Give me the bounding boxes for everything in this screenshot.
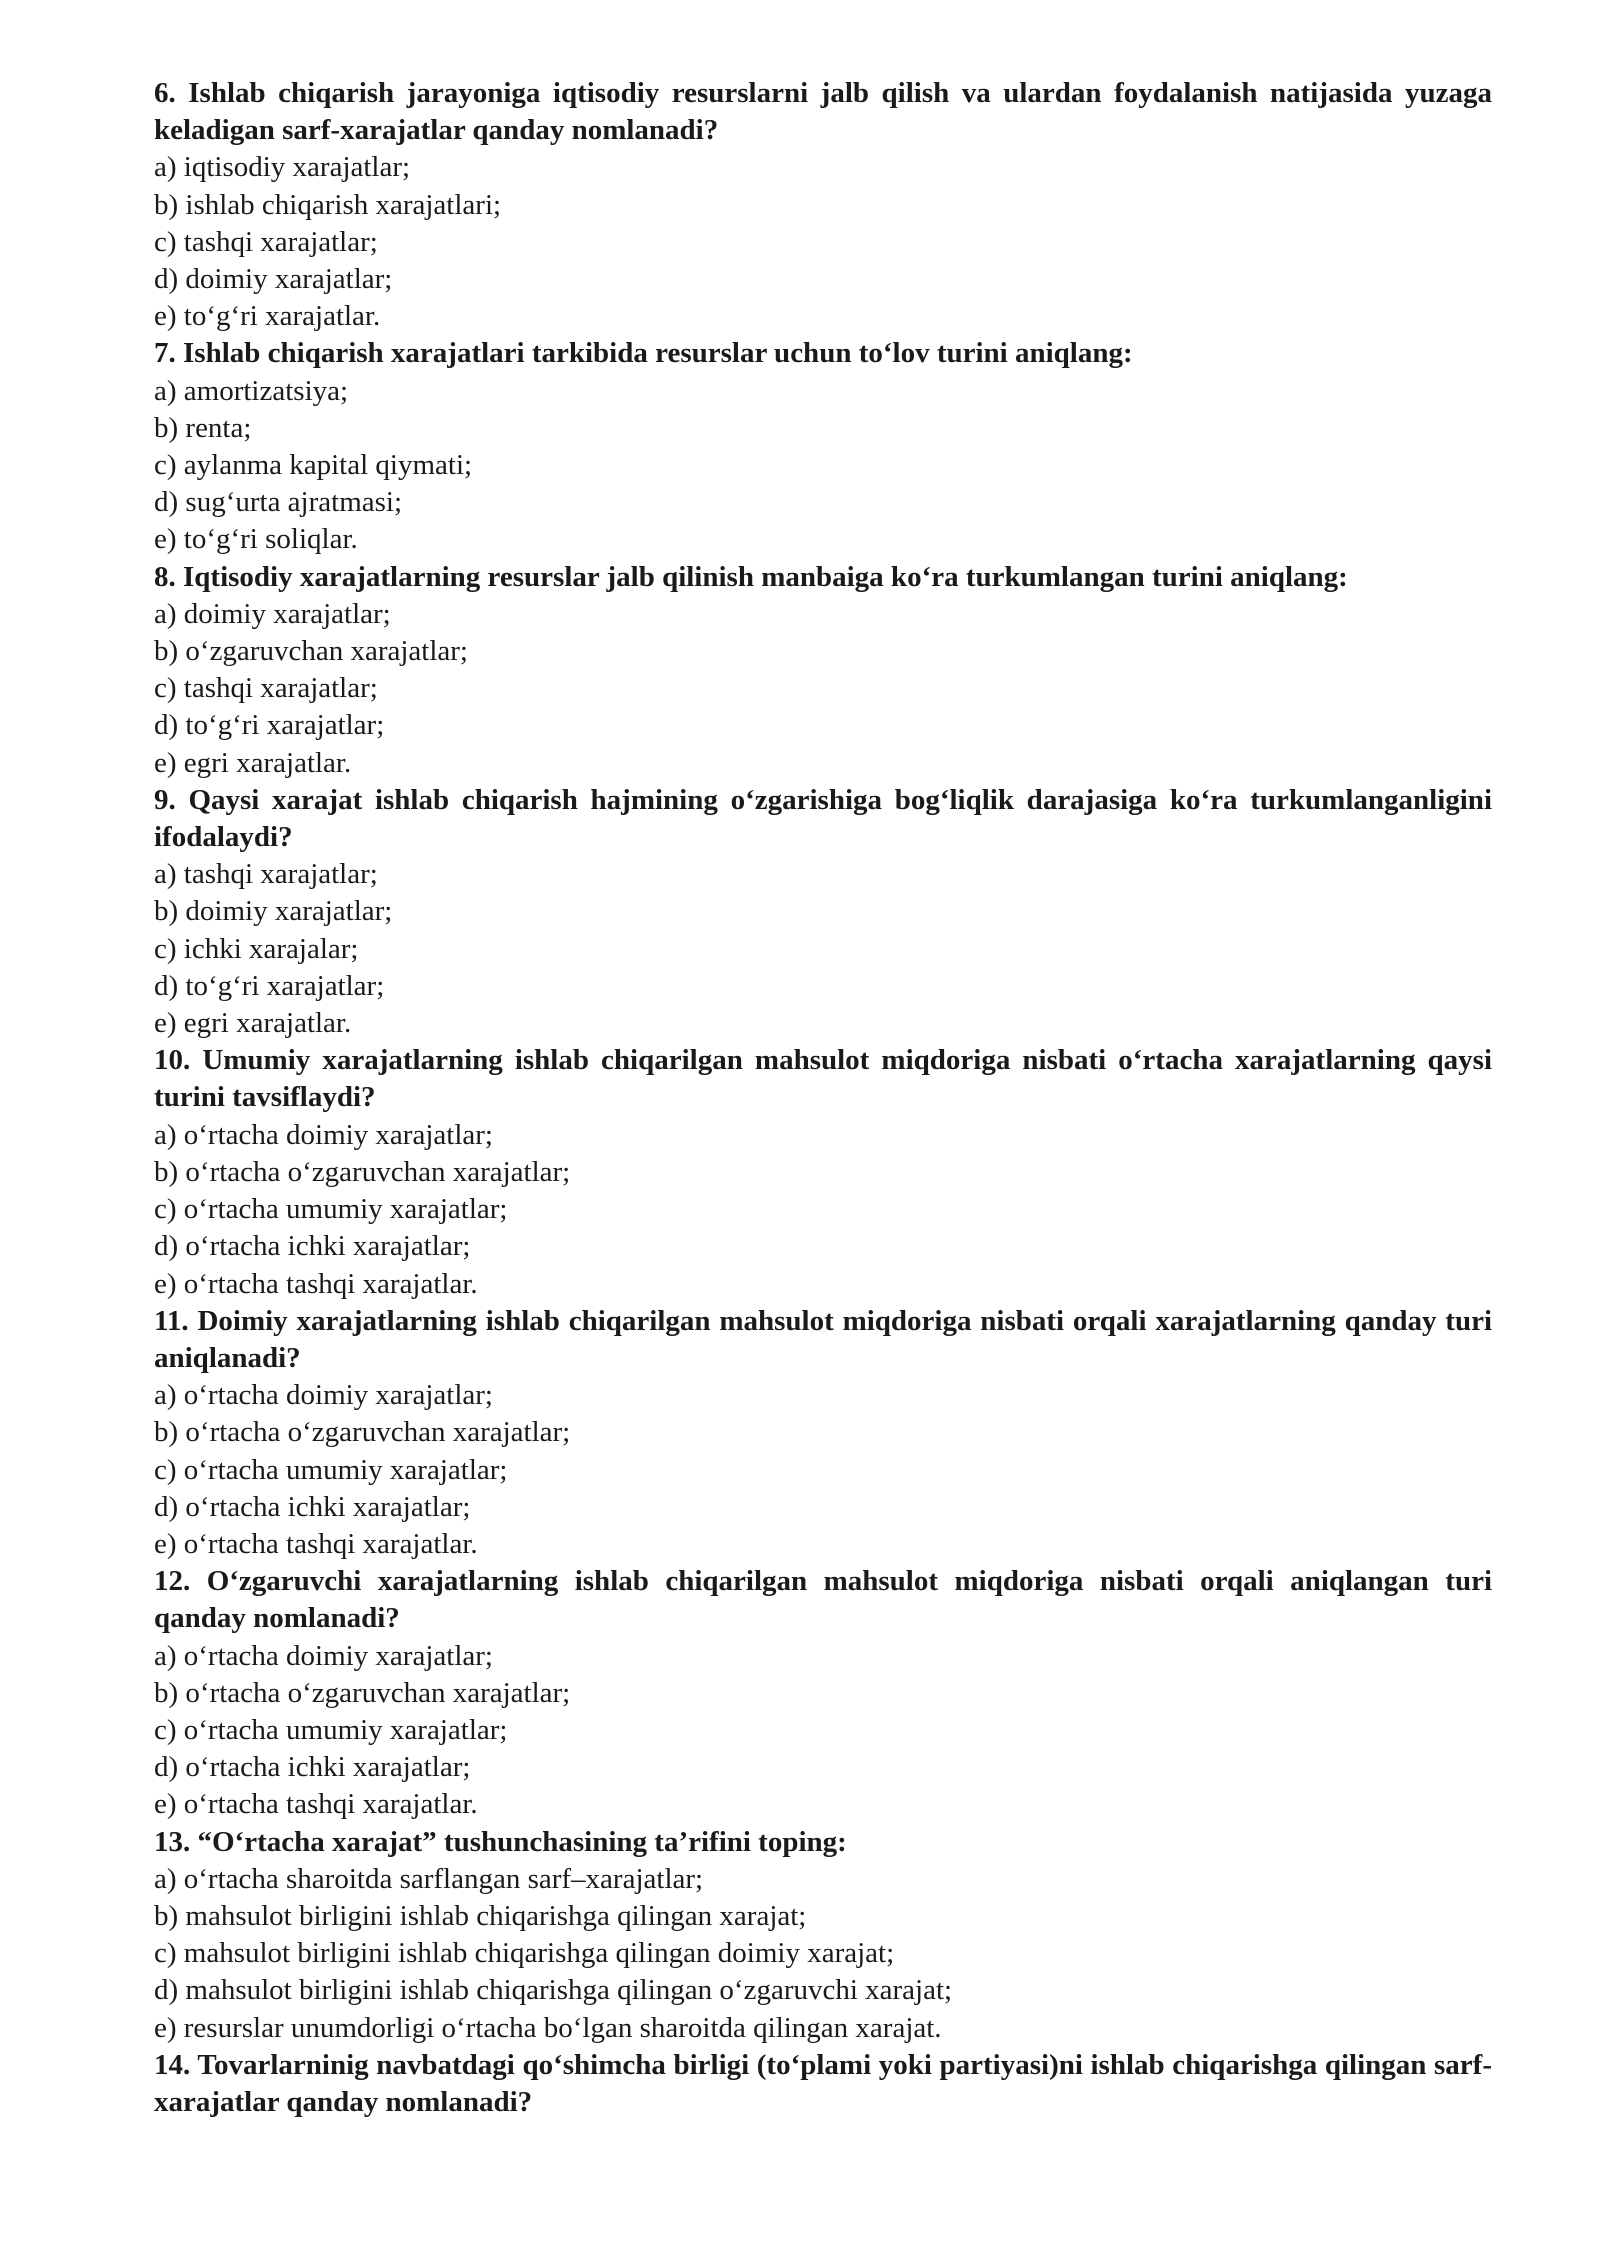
- answer-option: e) to‘g‘ri soliqlar.: [154, 523, 358, 556]
- document-page: [154, 75, 1492, 2121]
- answer-option: e) o‘rtacha tashqi xarajatlar.: [154, 1788, 478, 1821]
- answer-option: a) o‘rtacha doimiy xarajatlar;: [154, 1639, 493, 1672]
- answer-option: d) o‘rtacha ichki xarajatlar;: [154, 1230, 471, 1263]
- answer-option: b) o‘rtacha o‘zgaruvchan xarajatlar;: [154, 1155, 571, 1188]
- answer-option: b) o‘rtacha o‘zgaruvchan xarajatlar;: [154, 1416, 571, 1449]
- question-text: 7. Ishlab chiqarish xarajatlari tarkibida resurslar uchun to‘lov turini aniqlang:: [154, 337, 1133, 370]
- question-block: [154, 75, 1492, 335]
- answer-option: c) mahsulot birligini ishlab chiqarishga qilingan doimiy xarajat;: [154, 1937, 895, 1970]
- answer-option: c) aylanma kapital qiymati;: [154, 449, 473, 482]
- answer-option: e) egri xarajatlar.: [154, 746, 352, 779]
- answer-option: d) to‘g‘ri xarajatlar;: [154, 709, 385, 742]
- question-text: 11. Doimiy xarajatlarning ishlab chiqarilgan mahsulot miqdoriga nisbati orqali xarajatlarning qanday turi aniqlanadi?: [154, 1304, 1492, 1374]
- answer-option: c) o‘rtacha umumiy xarajatlar;: [154, 1453, 508, 1486]
- question-block: [154, 782, 1492, 1042]
- answer-option: d) mahsulot birligini ishlab chiqarishga qilingan o‘zgaruvchi xarajat;: [154, 1974, 953, 2007]
- answer-option: a) o‘rtacha sharoitda sarflangan sarf–xarajatlar;: [154, 1862, 704, 1895]
- question-text: 10. Umumiy xarajatlarning ishlab chiqarilgan mahsulot miqdoriga nisbati o‘rtacha xarajatlarning qaysi turini tavsiflaydi?: [154, 1044, 1492, 1114]
- answer-option: d) doimiy xarajatlar;: [154, 263, 393, 296]
- answer-option: c) tashqi xarajatlar;: [154, 672, 378, 705]
- answer-option: a) amortizatsiya;: [154, 374, 349, 407]
- answer-option: b) doimiy xarajatlar;: [154, 895, 393, 928]
- answer-option: d) o‘rtacha ichki xarajatlar;: [154, 1490, 471, 1523]
- answer-option: b) o‘rtacha o‘zgaruvchan xarajatlar;: [154, 1676, 571, 1709]
- answer-option: b) o‘zgaruvchan xarajatlar;: [154, 635, 468, 668]
- question-text: 9. Qaysi xarajat ishlab chiqarish hajmining o‘zgarishiga bog‘liqlik darajasiga ko‘ra turkumlanganligini ifodalaydi?: [154, 783, 1492, 854]
- answer-option: e) resurslar unumdorligi o‘rtacha bo‘lgan sharoitda qilingan xarajat.: [154, 2011, 942, 2044]
- answer-option: a) o‘rtacha doimiy xarajatlar;: [154, 1118, 493, 1151]
- question-block: [154, 559, 1492, 782]
- answer-option: c) ichki xarajalar;: [154, 932, 359, 965]
- answer-option: b) mahsulot birligini ishlab chiqarishga qilingan xarajat;: [154, 1899, 807, 1932]
- question-block: [154, 1303, 1492, 1563]
- question-text: 13. “O‘rtacha xarajat” tushunchasining ta’rifini toping:: [154, 1825, 847, 1858]
- question-block: [154, 1824, 1492, 2047]
- question-text: 12. O‘zgaruvchi xarajatlarning ishlab chiqarilgan mahsulot miqdoriga nisbati orqali aniqlangan turi qanday nomlanadi?: [154, 1565, 1492, 1635]
- answer-option: e) o‘rtacha tashqi xarajatlar.: [154, 1267, 478, 1300]
- question-block: [154, 2047, 1492, 2121]
- answer-option: e) to‘g‘ri xarajatlar.: [154, 300, 381, 333]
- answer-option: c) o‘rtacha umumiy xarajatlar;: [154, 1193, 508, 1226]
- answer-option: a) o‘rtacha doimiy xarajatlar;: [154, 1379, 493, 1412]
- question-text: 8. Iqtisodiy xarajatlarning resurslar jalb qilinish manbaiga ko‘ra turkumlangan turini aniqlang:: [154, 560, 1348, 593]
- question-block: [154, 335, 1492, 558]
- answer-option: c) o‘rtacha umumiy xarajatlar;: [154, 1713, 508, 1746]
- answer-option: d) sug‘urta ajratmasi;: [154, 486, 403, 519]
- answer-option: e) o‘rtacha tashqi xarajatlar.: [154, 1527, 478, 1560]
- answer-option: b) renta;: [154, 411, 252, 444]
- question-block: [154, 1563, 1492, 1823]
- question-text: 6. Ishlab chiqarish jarayoniga iqtisodiy resurslarni jalb qilish va ulardan foydalanish natijasida yuzaga keladigan sarf-xarajatlar qanday nomlanadi?: [154, 77, 1492, 147]
- answer-option: e) egri xarajatlar.: [154, 1007, 352, 1040]
- answer-option: c) tashqi xarajatlar;: [154, 225, 378, 258]
- answer-option: d) o‘rtacha ichki xarajatlar;: [154, 1751, 471, 1784]
- answer-option: a) tashqi xarajatlar;: [154, 858, 378, 891]
- answer-option: a) iqtisodiy xarajatlar;: [154, 151, 411, 184]
- answer-option: b) ishlab chiqarish xarajatlari;: [154, 188, 502, 221]
- answer-option: a) doimiy xarajatlar;: [154, 597, 391, 630]
- answer-option: d) to‘g‘ri xarajatlar;: [154, 969, 385, 1002]
- question-block: [154, 1042, 1492, 1302]
- question-text: 14. Tovarlarninig navbatdagi qo‘shimcha birligi (to‘plami yoki partiyasi)ni ishlab chiqarishga qilingan sarf-xarajatlar qanday nomlanadi?: [154, 2048, 1492, 2118]
